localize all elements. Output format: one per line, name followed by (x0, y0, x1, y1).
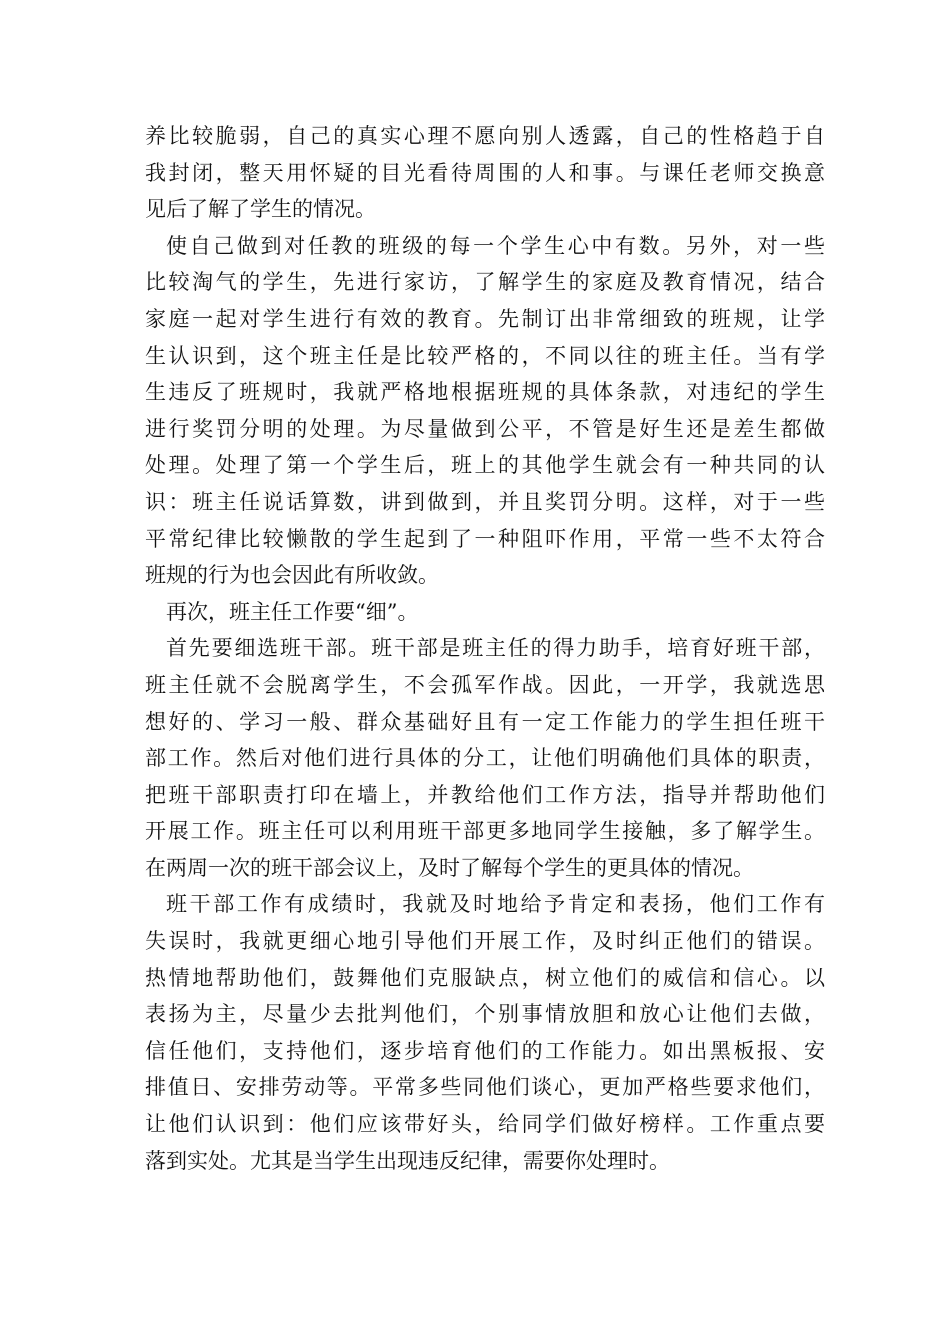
text-line: 平常纪律比较懒散的学生起到了一种阻吓作用，平常一些不太符合 (145, 526, 825, 551)
paragraph-first-line: 首先要细选班干部。班干部是班主任的得力助手，培育好班干部， (166, 636, 825, 661)
text-line: 落到实处。尤其是当学生出现违反纪律，需要你处理时。 (145, 1148, 670, 1173)
text-line: 开展工作。班主任可以利用班干部更多地同学生接触，多了解学生。 (145, 819, 825, 844)
text-line: 在两周一次的班干部会议上，及时了解每个学生的更具体的情况。 (145, 855, 754, 880)
text-line: 识：班主任说话算数，讲到做到，并且奖罚分明。这样，对于一些 (145, 489, 825, 514)
text-line: 比较淘气的学生，先进行家访，了解学生的家庭及教育情况，结合 (145, 270, 825, 295)
text-line: 处理。处理了第一个学生后，班上的其他学生就会有一种共同的认 (145, 453, 825, 478)
paragraph-first-line: 班干部工作有成绩时，我就及时地给予肯定和表扬，他们工作有 (166, 892, 825, 917)
text-line: 养比较脆弱，自己的真实心理不愿向别人透露，自己的性格趋于自 (145, 124, 825, 148)
text-line: 想好的、学习一般、群众基础好且有一定工作能力的学生担任班干 (145, 709, 825, 734)
text-line: 班主任就不会脱离学生，不会孤军作战。因此，一开学，我就选思 (145, 672, 825, 697)
text-line: 生违反了班规时，我就严格地根据班规的具体条款，对违纪的学生 (145, 380, 825, 405)
body-text (145, 118, 825, 1179)
text-line: 热情地帮助他们，鼓舞他们克服缺点，树立他们的威信和信心。以 (145, 965, 825, 990)
text-line: 进行奖罚分明的处理。为尽量做到公平，不管是好生还是差生都做 (145, 416, 825, 441)
text-line: 失误时，我就更细心地引导他们开展工作，及时纠正他们的错误。 (145, 929, 825, 954)
text-line: 生认识到，这个班主任是比较严格的，不同以往的班主任。当有学 (145, 343, 825, 368)
text-line: 我封闭，整天用怀疑的目光看待周围的人和事。与课任老师交换意 (145, 160, 825, 185)
text-line: 表扬为主，尽量少去批判他们，个别事情放胆和放心让他们去做， (145, 1002, 825, 1027)
text-line: 信任他们，支持他们，逐步培育他们的工作能力。如出黑板报、安 (145, 1038, 825, 1063)
text-line: 班规的行为也会因此有所收敛。 (145, 563, 439, 588)
text-line: 部工作。然后对他们进行具体的分工，让他们明确他们具体的职责， (145, 746, 825, 771)
text-line: 把班干部职责打印在墙上，并教给他们工作方法，指导并帮助他们 (145, 782, 825, 807)
text-line: 让他们认识到：他们应该带好头，给同学们做好榜样。工作重点要 (145, 1112, 825, 1137)
paragraph-heading-line: 再次，班主任工作要“细”。 (166, 599, 419, 624)
text-line: 见后了解了学生的情况。 (145, 197, 376, 222)
paragraph-first-line: 使自己做到对任教的班级的每一个学生心中有数。另外，对一些 (166, 233, 825, 258)
text-line: 排值日、安排劳动等。平常多些同他们谈心，更加严格些要求他们， (145, 1075, 825, 1100)
text-line: 家庭一起对学生进行有效的教育。先制订出非常细致的班规，让学 (145, 306, 825, 331)
